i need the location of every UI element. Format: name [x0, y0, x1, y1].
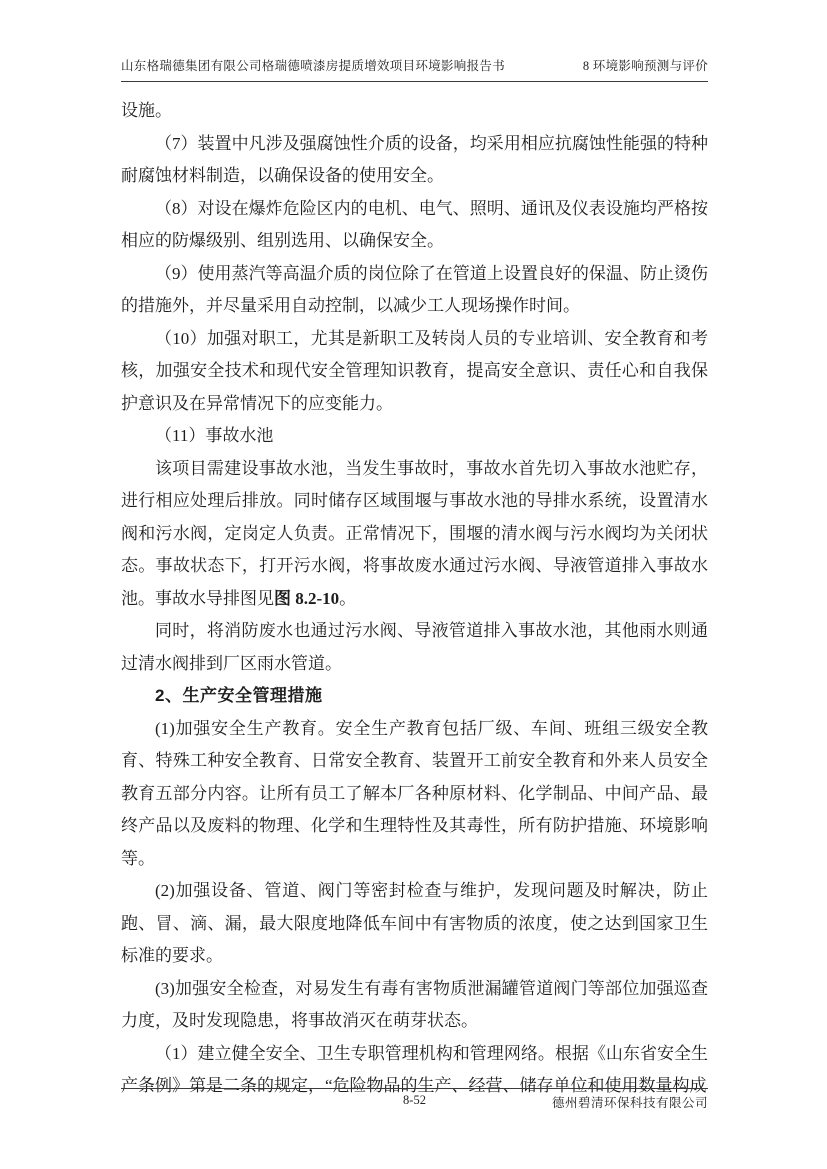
page-number: 8-52 [403, 1093, 426, 1107]
header-chapter-title: 8 环境影响预测与评价 [582, 59, 708, 73]
paragraph [121, 875, 708, 973]
paragraph [121, 420, 708, 453]
document-body [121, 95, 708, 1103]
text-run: 2、生产安全管理措施 [155, 686, 323, 705]
section-heading [121, 680, 708, 713]
text-run: 该项目需建设事故水池，当发生事故时，事故水首先切入事故水池贮存，进行相应处理后排放。同时储存区域围堰与事故水池的导排水系统，设置清水阀和污水阀，定岗定人负责。正常情况下，围堰的清水阀与污水阀均为关闭状态。事故状态下，打开污水阀，将事故废水通过污水阀、导液管道排入事故水池。事故水导排图见 [121, 458, 708, 608]
paragraph [121, 193, 708, 258]
text-run: （11）事故水池 [155, 426, 274, 445]
text-run: 图 8.2-10 [274, 588, 340, 608]
page-header [121, 56, 708, 74]
header-report-title: 山东格瑞德集团有限公司格瑞德喷漆房提质增效项目环境影响报告书 [121, 59, 506, 73]
paragraph [121, 323, 708, 421]
text-run: （8）对设在爆炸危险区内的电机、电气、照明、通讯及仪表设施均严格按相应的防爆级别、组别选用、以确保安全。 [121, 198, 708, 250]
paragraph [121, 128, 708, 193]
header-divider [121, 81, 708, 82]
paragraph [121, 453, 708, 616]
text-run: (2)加强设备、管道、阀门等密封检查与维护，发现问题及时解决，防止跑、冒、滴、漏，最大限度地降低车间中有害物质的浓度，使之达到国家卫生标准的要求。 [121, 881, 708, 965]
page-footer [121, 1093, 708, 1111]
text-run: （1）建立健全安全、卫生专职管理机构和管理网络。根据《山东省安全生产条例》第是二条的规定，“危险物品的生产、经营、储存单位和使用数量构成 [121, 1043, 708, 1095]
paragraph [121, 713, 708, 876]
paragraph [121, 615, 708, 680]
text-run: 设施。 [121, 101, 172, 120]
text-run: （7）装置中凡涉及强腐蚀性介质的设备，均采用相应抗腐蚀性能强的特种耐腐蚀材料制造，以确保设备的使用安全。 [121, 133, 708, 185]
text-run: （9）使用蒸汽等高温介质的岗位除了在管道上设置良好的保温、防止烫伤的措施外，并尽量采用自动控制，以减少工人现场操作时间。 [121, 263, 708, 315]
paragraph [121, 258, 708, 323]
footer-company-name: 德州碧清环保科技有限公司 [551, 1096, 708, 1110]
text-run: （10）加强对职工，尤其是新职工及转岗人员的专业培训、安全教育和考核，加强安全技术和现代安全管理知识教育，提高安全意识、责任心和自我保护意识及在异常情况下的应变能力。 [121, 328, 708, 413]
text-run: 。 [339, 588, 357, 608]
text-run: 同时，将消防废水也通过污水阀、导液管道排入事故水池，其他雨水则通过清水阀排到厂区雨水管道。 [121, 621, 708, 673]
text-run: (1)加强安全生产教育。安全生产教育包括厂级、车间、班组三级安全教育、特殊工种安全教育、日常安全教育、装置开工前安全教育和外来人员安全教育五部分内容。让所有员工了解本厂各种原材料、化学制品、中间产品、最终产品以及废料的物理、化学和生理特性及其毒性，所有防护措施、环境影响等。 [121, 718, 708, 868]
paragraph [121, 973, 708, 1038]
paragraph [121, 95, 708, 128]
text-run: (3)加强安全检查，对易发生有毒有害物质泄漏罐管道阀门等部位加强巡查力度，及时发现隐患，将事故消灭在萌芽状态。 [121, 978, 708, 1030]
footer-divider [121, 1088, 708, 1089]
